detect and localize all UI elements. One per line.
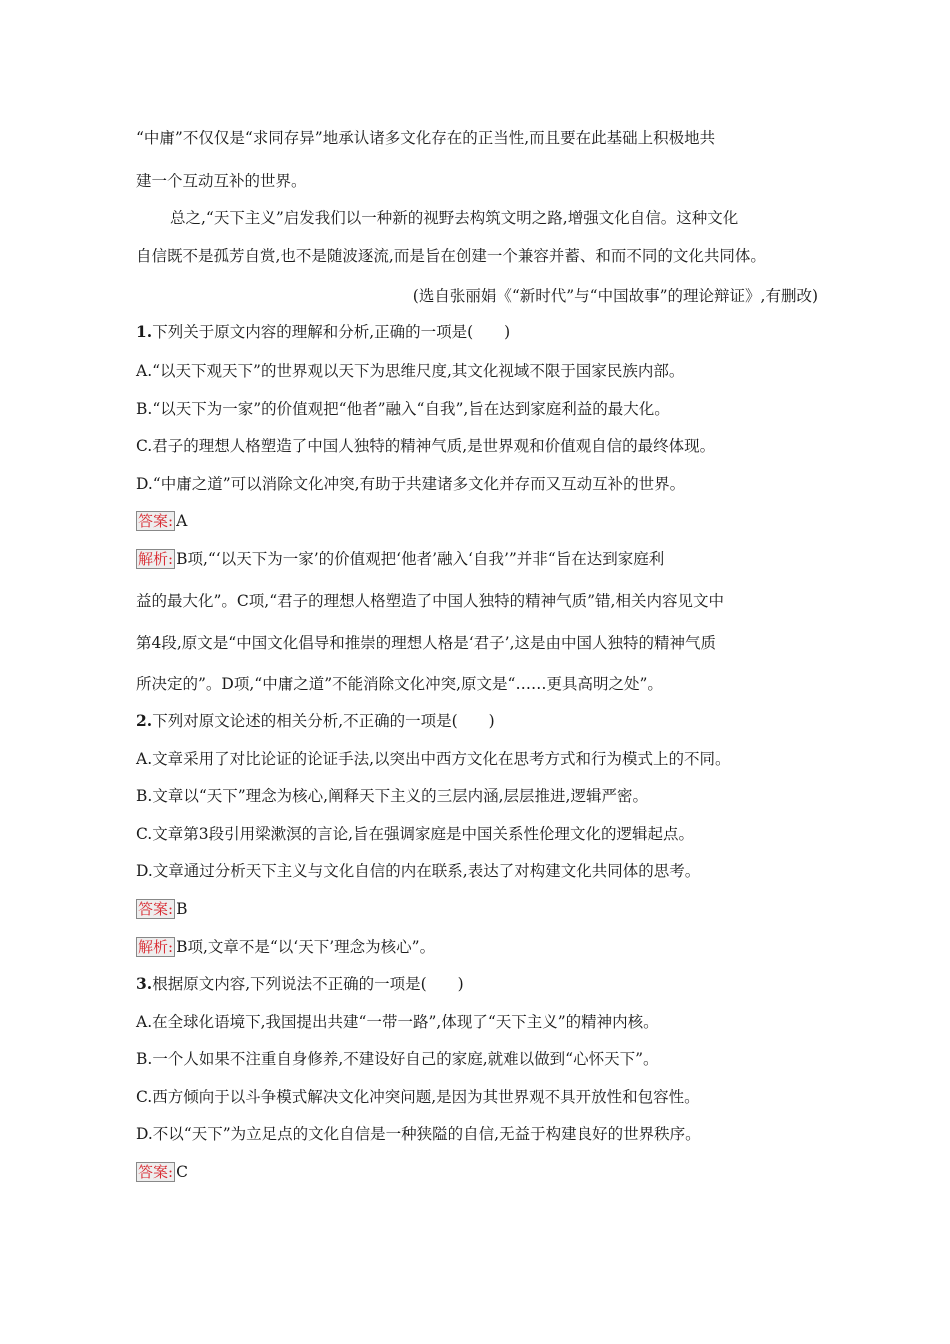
- option-c: C.西方倾向于以斗争模式解决文化冲突问题,是因为其世界观不具开放性和包容性。: [136, 1088, 700, 1106]
- option-d: D.文章通过分析天下主义与文化自信的内在联系,表达了对构建文化共同体的思考。: [136, 862, 701, 880]
- option-b: B.“以天下为一家”的价值观把“他者”融入“自我”,旨在达到家庭利益的最大化。: [136, 400, 670, 418]
- analysis-row: [136, 936, 826, 958]
- answer-value: A: [176, 512, 188, 530]
- answer-value: C: [176, 1163, 188, 1181]
- option-c: C.君子的理想人格塑造了中国人独特的精神气质,是世界观和价值观自信的最终体现。: [136, 437, 716, 455]
- answer-value: B: [176, 900, 188, 918]
- analysis-label: 解析:: [138, 938, 174, 956]
- analysis-text: 益的最大化”。C项,“君子的理想人格塑造了中国人独特的精神气质”错,相关内容见文中: [136, 592, 724, 610]
- analysis-text: 第4段,原文是“中国文化倡导和推崇的理想人格是‘君子’,这是由中国人独特的精神气质: [136, 634, 716, 652]
- answer-label: 答案:: [138, 1163, 174, 1181]
- answer-row: [136, 510, 826, 532]
- analysis-text: B项,文章不是“以‘天下’理念为核心”。: [176, 938, 436, 956]
- answer-label: 答案:: [138, 512, 174, 530]
- option-c: C.文章第3段引用梁漱溟的言论,旨在强调家庭是中国关系性伦理文化的逻辑起点。: [136, 825, 695, 843]
- option-b: B.文章以“天下”理念为核心,阐释天下主义的三层内涵,层层推进,逻辑严密。: [136, 787, 648, 805]
- question-1-stem: 1.下列关于原文内容的理解和分析,正确的一项是( ): [136, 322, 511, 341]
- answer-label: 答案:: [138, 900, 174, 918]
- passage-text: 自信既不是孤芳自赏,也不是随波逐流,而是旨在创建一个兼容并蓄、和而不同的文化共同体。: [136, 247, 766, 265]
- option-a: A.“以天下观天下”的世界观以天下为思维尺度,其文化视域不限于国家民族内部。: [136, 362, 685, 380]
- answer-row: [136, 1161, 826, 1183]
- question-number: 1.: [136, 322, 153, 341]
- question-number: 2.: [136, 711, 153, 730]
- option-d: D.不以“天下”为立足点的文化自信是一种狭隘的自信,无益于构建良好的世界秩序。: [136, 1125, 701, 1143]
- question-2-stem: 2.下列对原文论述的相关分析,不正确的一项是( ): [136, 711, 495, 730]
- option-a: A.文章采用了对比论证的论证手法,以突出中西方文化在思考方式和行为模式上的不同。: [136, 750, 731, 768]
- question-number: 3.: [136, 974, 153, 993]
- analysis-text: 所决定的”。D项,“中庸之道”不能消除文化冲突,原文是“……更具高明之处”。: [136, 675, 663, 693]
- option-b: B.一个人如果不注重自身修养,不建设好自己的家庭,就难以做到“心怀天下”。: [136, 1050, 659, 1068]
- passage-text: “中庸”不仅仅是“求同存异”地承认诸多文化存在的正当性,而且要在此基础上积极地共: [136, 129, 716, 147]
- analysis-label: 解析:: [138, 550, 174, 568]
- analysis-row: [136, 548, 826, 570]
- option-d: D.“中庸之道”可以消除文化冲突,有助于共建诸多文化并存而又互动互补的世界。: [136, 475, 686, 493]
- passage-text: 总之,“天下主义”启发我们以一种新的视野去构筑文明之路,增强文化自信。这种文化: [170, 209, 739, 227]
- answer-row: [136, 898, 826, 920]
- option-a: A.在全球化语境下,我国提出共建“一带一路”,体现了“天下主义”的精神内核。: [136, 1013, 659, 1031]
- passage-source: (选自张丽娟《“新时代”与“中国故事”的理论辩证》,有删改): [412, 287, 818, 305]
- passage-text: 建一个互动互补的世界。: [136, 172, 307, 190]
- question-3-stem: 3.根据原文内容,下列说法不正确的一项是( ): [136, 974, 464, 993]
- analysis-text: B项,“‘以天下为一家’的价值观把‘他者’融入‘自我’”并非“旨在达到家庭利: [176, 550, 665, 568]
